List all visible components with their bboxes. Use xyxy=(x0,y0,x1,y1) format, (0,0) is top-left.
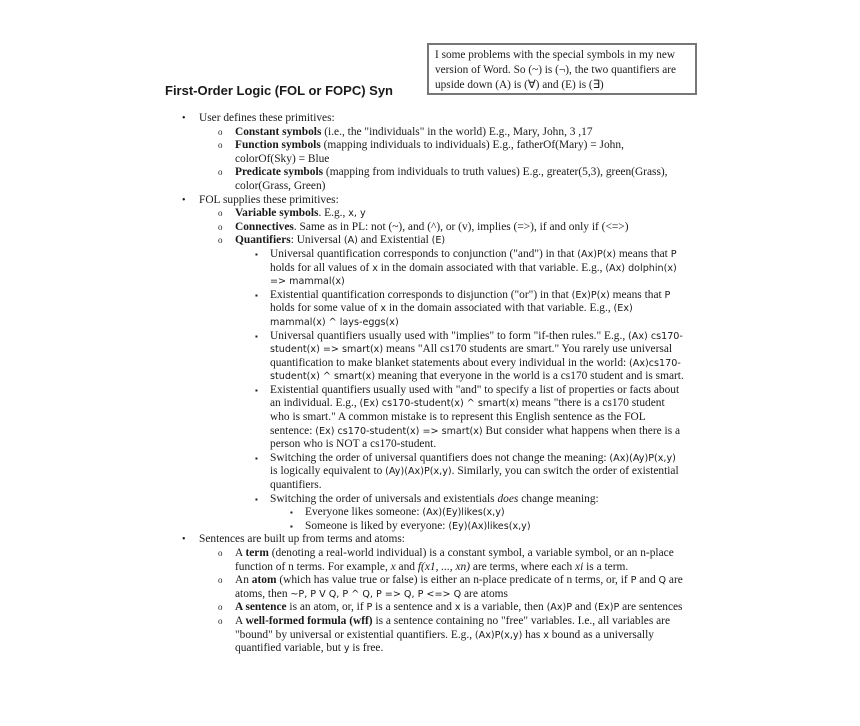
item-text: Universal quantification corresponds to conjunction ("and") in that xyxy=(270,247,578,260)
item-text: xi xyxy=(575,560,584,573)
item-text: But consider what happens when there is a person who is NOT a cs170-student. xyxy=(270,424,681,451)
bullet-list xyxy=(0,112,685,656)
bold-term: well-formed formula (wff) xyxy=(245,614,373,627)
item-text: and xyxy=(572,601,595,614)
formula-text: P xyxy=(630,575,637,587)
item-text: is a sentence containing no "free" variables. I.e., all variables are "bound" by universal or existential quantifiers. E.g., xyxy=(235,614,671,641)
formula-text: (Ey)(Ax)likes(x,y) xyxy=(448,520,531,532)
item-text: Everyone likes someone: xyxy=(305,506,423,519)
item-text: . Same as in PL: not (~), and (^), or (v), implies (=>), if and only if (<=>) xyxy=(293,220,629,233)
item-text: in the domain associated with that variable. E.g., xyxy=(377,261,606,274)
item-text: Existential quantifiers usually used with "and" to specify a list of properties or facts about an individual. E.g., xyxy=(270,383,680,410)
list-item xyxy=(218,207,685,221)
list-item xyxy=(255,247,685,289)
formula-text: x xyxy=(380,303,387,315)
item-text: means that xyxy=(615,247,671,260)
item-text: f(x1, ..., xn) xyxy=(417,560,471,573)
page-title: First-Order Logic (FOL or FOPC) Syn xyxy=(165,83,393,98)
item-text: bound as a universally quantified variable, but xyxy=(235,628,654,655)
item-text: is a term. xyxy=(583,560,629,573)
bullet-icon: ▪ xyxy=(255,249,258,259)
formula-text: (Ax)P(x,y) xyxy=(474,629,523,641)
item-text: are atoms xyxy=(461,587,508,600)
item-text: (i.e., the "individuals" in the world) E.g., Mary, John, 3 ,17 xyxy=(321,125,593,138)
item-text: (denoting a real-world individual) is a constant symbol, a variable symbol, or an n-place function of n terms. For example, xyxy=(235,547,674,573)
bold-term: Connectives xyxy=(235,220,294,233)
item-text: (which has value true or false) is either an n-place predicate of n terms, or, if xyxy=(276,574,631,587)
formula-text: (Ax)P(x) xyxy=(577,248,616,260)
bullet-icon: o xyxy=(218,602,223,613)
sub-list xyxy=(270,506,685,533)
item-text: Sentences are built up from terms and atoms: xyxy=(199,533,405,546)
item-text: meaning that everyone in the world is a cs170 student and is smart. xyxy=(375,370,684,383)
bullet-icon: o xyxy=(218,208,223,219)
formula-text: (Ax)P xyxy=(546,602,573,614)
list-item xyxy=(255,383,685,452)
bullet-icon: o xyxy=(218,575,223,586)
bullet-icon: ▪ xyxy=(290,508,293,518)
bold-term: Function symbols xyxy=(235,139,321,152)
bold-term: Predicate symbols xyxy=(235,166,324,179)
item-text: Switching the order of universals and existentials xyxy=(270,492,498,505)
item-text: A xyxy=(235,614,246,627)
bullet-icon: o xyxy=(218,221,223,232)
formula-text: ~P, P V Q, P ^ Q, P => Q, P <=> Q xyxy=(290,588,462,600)
item-text: Switching the order of universal quantifiers does not change the meaning: xyxy=(270,451,610,464)
formula-text: (Ex)P(x) xyxy=(571,289,610,301)
item-text: means that xyxy=(609,288,665,301)
item-text: are sentences xyxy=(619,601,683,614)
sub-list xyxy=(235,248,685,533)
item-text: and xyxy=(395,560,418,573)
formula-text: (Ex)P xyxy=(594,602,620,614)
bold-term: Constant symbols xyxy=(235,125,322,138)
list-item xyxy=(218,234,685,533)
item-text: Someone is liked by everyone: xyxy=(305,519,449,532)
bullet-icon: • xyxy=(182,194,186,206)
item-text: is a sentence and xyxy=(372,601,455,614)
formula-text: (E) xyxy=(431,235,446,247)
item-text: means "there is a cs170 student who is smart." A common mistake is to represent this English sentence as the FOL sentence: xyxy=(270,397,665,437)
formula-text: x xyxy=(543,629,549,641)
bullet-icon: ▪ xyxy=(255,331,258,341)
formula-text: P xyxy=(366,602,373,614)
bold-term: Quantifiers xyxy=(235,234,291,247)
list-item xyxy=(218,547,685,574)
item-text: are terms, where each xyxy=(470,560,576,573)
formula-text: (Ax)(Ey)likes(x,y) xyxy=(422,507,505,519)
item-text: is a variable, then xyxy=(460,601,547,614)
item-text: does xyxy=(497,492,519,505)
formula-text: (Ax)cs170-student(x) ^ smart(x) xyxy=(270,357,681,383)
bullet-icon: o xyxy=(218,167,223,178)
bullet-icon: • xyxy=(182,113,186,124)
item-text: A xyxy=(235,547,246,559)
formula-text: x xyxy=(372,262,378,274)
item-text: has xyxy=(522,628,544,641)
list-item xyxy=(218,220,685,235)
bullet-icon: o xyxy=(218,235,223,246)
formula-text: x, y xyxy=(348,208,366,220)
formula-text: (Ex) mammal(x) ^ lays-eggs(x) xyxy=(270,303,633,328)
formula-text: Q xyxy=(658,575,667,587)
comment-note: I some problems with the special symbols in my new version of Word. So (~) is (¬), the two quantifiers are upside down (A) is (∀) and (E) is (∃) xyxy=(427,43,697,95)
document-body xyxy=(0,112,860,656)
list-item xyxy=(218,614,685,656)
item-text: is free. xyxy=(349,642,384,655)
sub-list xyxy=(199,207,685,533)
list-item xyxy=(255,288,685,330)
formula-text: (Ex) cs170-student(x) ^ smart(x) xyxy=(359,398,519,410)
bullet-icon: ▪ xyxy=(255,494,258,504)
formula-text: P xyxy=(664,289,671,301)
formula-text: (Ax)(Ay)P(x,y) xyxy=(609,452,676,464)
list-item xyxy=(182,193,685,534)
formula-text: (Ax) dolphin(x) => mammal(x) xyxy=(270,262,677,288)
bullet-icon: ▪ xyxy=(290,521,293,531)
list-item xyxy=(290,519,685,534)
item-text: holds for all values of xyxy=(270,261,373,274)
bullet-icon: ▪ xyxy=(255,290,258,300)
item-text: means "All cs170 students are smart." You rarely use universal quantification to make blanket statements about every individual in the world: xyxy=(270,343,673,369)
list-item xyxy=(218,125,685,140)
item-text: : Universal xyxy=(290,234,344,247)
item-text: x xyxy=(390,560,396,573)
list-item xyxy=(218,574,685,601)
item-text: An xyxy=(235,574,252,587)
bullet-icon: o xyxy=(218,140,223,151)
formula-text: (Ax) cs170-student(x) => smart(x) xyxy=(270,330,683,356)
list-item xyxy=(290,506,685,520)
item-text: (mapping individuals to individuals) E.g., fatherOf(Mary) = John, colorOf(Sky) = Blue xyxy=(235,139,624,165)
item-text: and Existential xyxy=(357,234,432,247)
list-item xyxy=(218,166,685,193)
formula-text: x xyxy=(454,602,461,614)
item-text: (mapping from individuals to truth values) E.g., greater(5,3), green(Grass), color(Grass, Green) xyxy=(235,166,668,192)
bold-term: A sentence xyxy=(235,601,287,614)
bullet-icon: ▪ xyxy=(255,453,258,463)
item-text: User defines these primitives: xyxy=(199,112,335,124)
sub-list xyxy=(199,126,685,194)
bullet-icon: • xyxy=(182,534,186,546)
list-item xyxy=(182,533,685,655)
item-text: and xyxy=(636,574,659,587)
item-text: Universal quantifiers usually used with "implies" to form "if-then rules." E.g., xyxy=(270,329,629,342)
item-text: change meaning: xyxy=(518,492,599,505)
list-item xyxy=(218,139,685,166)
list-item xyxy=(255,492,685,534)
bold-term: atom xyxy=(251,574,277,587)
list-item xyxy=(218,601,685,615)
list-item xyxy=(182,112,685,194)
bullet-icon: o xyxy=(218,548,223,558)
item-text: . Similarly, you can switch the order of existential quantifiers. xyxy=(270,465,679,492)
item-text: holds for some value of xyxy=(270,302,381,315)
formula-text: y xyxy=(343,643,350,655)
bullet-icon: o xyxy=(218,126,223,137)
item-text: . E.g., xyxy=(318,207,349,220)
bold-term: Variable symbols xyxy=(235,207,319,220)
item-text: in the domain associated with that variable. E.g., xyxy=(386,302,614,315)
formula-text: P xyxy=(670,248,677,260)
bold-term: term xyxy=(245,547,269,559)
item-text: is an atom, or, if xyxy=(286,601,367,614)
formula-text: (A) xyxy=(343,235,358,247)
formula-text: (Ay)(Ax)P(x,y) xyxy=(385,466,452,478)
item-text: Existential quantification corresponds to disjunction ("or") in that xyxy=(270,288,572,301)
list-item xyxy=(255,329,685,384)
item-text: FOL supplies these primitives: xyxy=(199,193,339,206)
sub-list xyxy=(199,547,685,656)
list-item xyxy=(255,451,685,493)
formula-text: (Ex) cs170-student(x) => smart(x) xyxy=(315,425,483,437)
bullet-icon: ▪ xyxy=(255,385,258,395)
bullet-icon: o xyxy=(218,615,223,626)
item-text: are atoms, then xyxy=(235,574,683,600)
item-text: is logically equivalent to xyxy=(270,465,386,478)
